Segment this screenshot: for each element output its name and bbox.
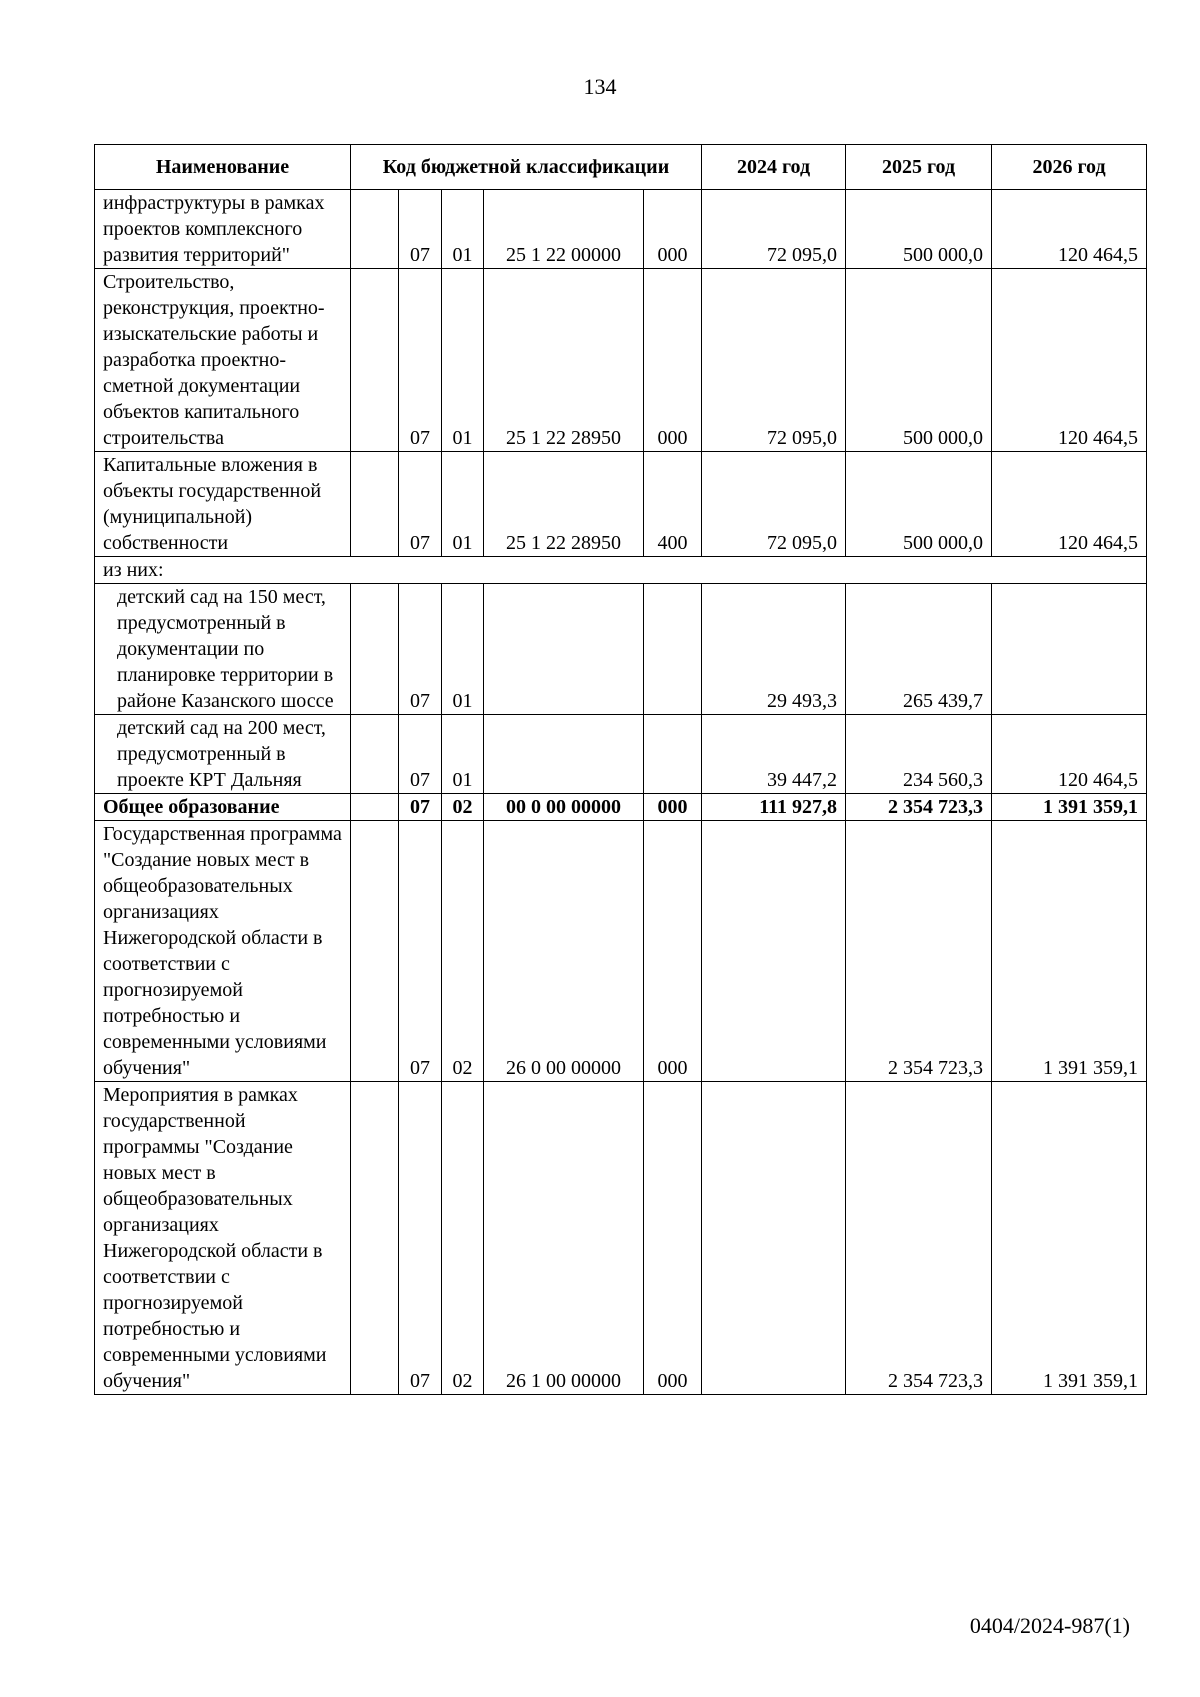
row-section: 07 xyxy=(399,715,442,794)
row-target-article: 26 0 00 00000 xyxy=(484,821,644,1082)
row-subsection: 02 xyxy=(442,1082,484,1395)
row-target-article: 25 1 22 28950 xyxy=(484,269,644,452)
row-section: 07 xyxy=(399,794,442,821)
row-subsection: 01 xyxy=(442,715,484,794)
table-row xyxy=(95,715,1147,794)
row-subsection: 01 xyxy=(442,584,484,715)
row-subsection: 02 xyxy=(442,821,484,1082)
row-name: Общее образование xyxy=(95,794,351,821)
row-2026: 1 391 359,1 xyxy=(992,1082,1147,1395)
row-name: Строительство, реконструкция, проектно-изыскательские работы и разработка проектно-сметной документации объектов капитального строительства xyxy=(95,269,351,452)
table-row xyxy=(95,821,1147,1082)
table-header-row xyxy=(95,145,1147,190)
header-2024: 2024 год xyxy=(702,145,846,190)
table-row-total xyxy=(95,794,1147,821)
row-section: 07 xyxy=(399,452,442,557)
row-2024: 29 493,3 xyxy=(702,584,846,715)
table-row xyxy=(95,452,1147,557)
row-2025: 234 560,3 xyxy=(846,715,992,794)
table-row-subheading xyxy=(95,557,1147,584)
row-2026: 120 464,5 xyxy=(992,715,1147,794)
row-expense-type: 000 xyxy=(644,821,702,1082)
row-section: 07 xyxy=(399,821,442,1082)
row-2026: 120 464,5 xyxy=(992,190,1147,269)
row-2024: 111 927,8 xyxy=(702,794,846,821)
row-2026: 1 391 359,1 xyxy=(992,794,1147,821)
row-target-article xyxy=(484,715,644,794)
row-2024: 72 095,0 xyxy=(702,190,846,269)
table-row xyxy=(95,269,1147,452)
row-section: 07 xyxy=(399,269,442,452)
row-subsection: 01 xyxy=(442,452,484,557)
row-2025: 2 354 723,3 xyxy=(846,794,992,821)
row-expense-type: 400 xyxy=(644,452,702,557)
row-2026: 120 464,5 xyxy=(992,452,1147,557)
row-2025: 2 354 723,3 xyxy=(846,1082,992,1395)
header-2026: 2026 год xyxy=(992,145,1147,190)
row-2026: 1 391 359,1 xyxy=(992,821,1147,1082)
table-row xyxy=(95,1082,1147,1395)
row-target-article: 25 1 22 00000 xyxy=(484,190,644,269)
row-expense-type xyxy=(644,715,702,794)
row-name: Государственная программа "Создание новых мест в общеобразовательных организациях Нижегородской области в соответствии с прогнозируемой потребностью и современными условиями обучения" xyxy=(95,821,351,1082)
row-2024: 72 095,0 xyxy=(702,269,846,452)
row-subsection: 01 xyxy=(442,269,484,452)
row-2024 xyxy=(702,1082,846,1395)
row-2024: 72 095,0 xyxy=(702,452,846,557)
row-target-article: 00 0 00 00000 xyxy=(484,794,644,821)
row-2025: 265 439,7 xyxy=(846,584,992,715)
row-target-article: 26 1 00 00000 xyxy=(484,1082,644,1395)
row-target-article: 25 1 22 28950 xyxy=(484,452,644,557)
row-name: детский сад на 200 мест, предусмотренный в проекте КРТ Дальняя xyxy=(95,715,351,794)
row-expense-type: 000 xyxy=(644,269,702,452)
row-2026: 120 464,5 xyxy=(992,269,1147,452)
document-code: 0404/2024-987(1) xyxy=(969,1613,1130,1638)
row-section: 07 xyxy=(399,584,442,715)
row-subsection: 01 xyxy=(442,190,484,269)
row-2025: 500 000,0 xyxy=(846,269,992,452)
row-expense-type: 000 xyxy=(644,794,702,821)
row-2024: 39 447,2 xyxy=(702,715,846,794)
row-name: из них: xyxy=(95,557,1147,584)
table-row xyxy=(95,584,1147,715)
row-name: Мероприятия в рамках государственной программы "Создание новых мест в общеобразовательных организациях Нижегородской области в соответствии с прогнозируемой потребностью и современными условиями обучения" xyxy=(95,1082,351,1395)
header-name: Наименование xyxy=(95,145,351,190)
table-row xyxy=(95,190,1147,269)
row-target-article xyxy=(484,584,644,715)
row-expense-type: 000 xyxy=(644,190,702,269)
row-2025: 500 000,0 xyxy=(846,452,992,557)
row-expense-type xyxy=(644,584,702,715)
row-name: инфраструктуры в рамках проектов комплексного развития территорий" xyxy=(95,190,351,269)
header-2025: 2025 год xyxy=(846,145,992,190)
row-section: 07 xyxy=(399,190,442,269)
page-number: 134 xyxy=(583,74,617,99)
budget-table xyxy=(94,144,1147,1395)
row-subsection: 02 xyxy=(442,794,484,821)
row-2024 xyxy=(702,821,846,1082)
row-name: Капитальные вложения в объекты государственной (муниципальной) собственности xyxy=(95,452,351,557)
row-2025: 2 354 723,3 xyxy=(846,821,992,1082)
row-section: 07 xyxy=(399,1082,442,1395)
row-2026 xyxy=(992,584,1147,715)
row-name: детский сад на 150 мест, предусмотренный в документации по планировке территории в районе Казанского шоссе xyxy=(95,584,351,715)
header-code: Код бюджетной классификации xyxy=(351,145,702,190)
row-2025: 500 000,0 xyxy=(846,190,992,269)
row-expense-type: 000 xyxy=(644,1082,702,1395)
